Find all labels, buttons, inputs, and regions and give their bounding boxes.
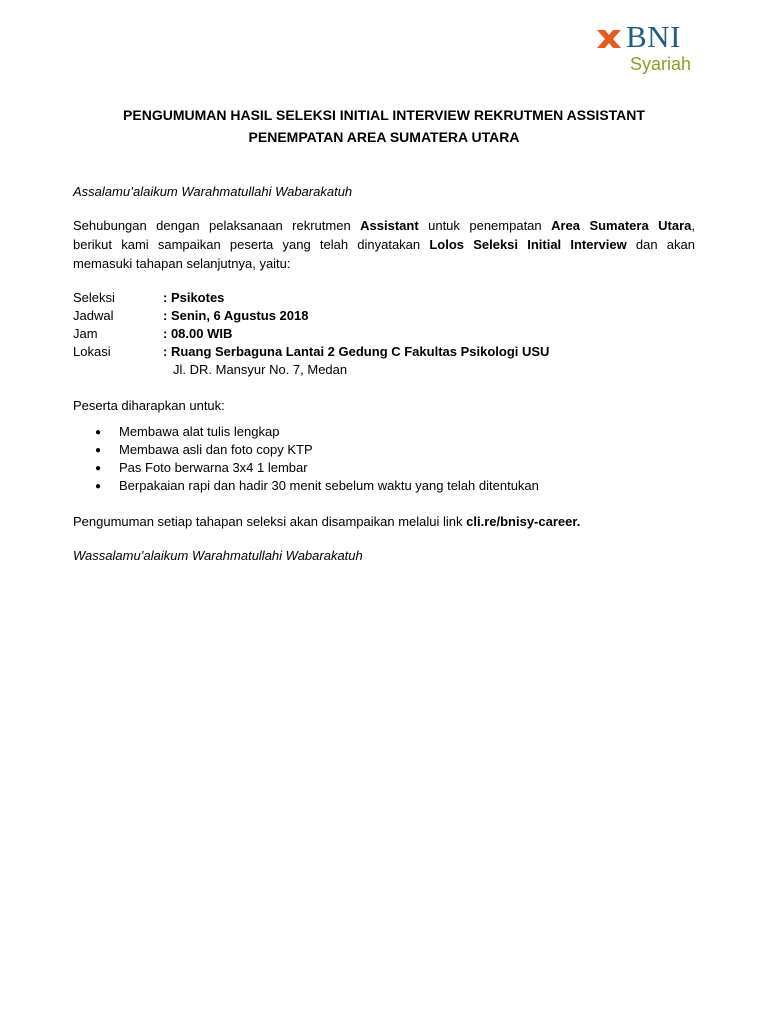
detail-value-jadwal: : Senin, 6 Agustus 2018 <box>163 308 309 323</box>
requirement-item: Membawa alat tulis lengkap <box>119 424 280 439</box>
greeting: Assalamu’alaikum Warahmatullahi Wabarakatuh <box>73 184 353 199</box>
detail-label-jam: Jam <box>73 326 98 341</box>
announcement-text: Pengumuman setiap tahapan seleksi akan disampaikan melalui link cli.re/bnisy-career. <box>73 514 581 529</box>
logo-sub-text: Syariah <box>630 54 692 74</box>
location-address: Jl. DR. Mansyur No. 7, Medan <box>173 362 348 377</box>
detail-label-lokasi: Lokasi <box>73 344 111 359</box>
intro-line-2: berikut kami sampaikan peserta yang telah dinyatakan Lolos Seleksi Initial Interview dan akan <box>73 237 695 252</box>
closing: Wassalamu’alaikum Warahmatullahi Wabarakatuh <box>73 548 363 563</box>
document-title-line-2: PENEMPATAN AREA SUMATERA UTARA <box>248 129 520 145</box>
requirement-item: Membawa asli dan foto copy KTP <box>119 442 313 457</box>
requirement-item: Berpakaian rapi dan hadir 30 menit sebelum waktu yang telah ditentukan <box>119 478 539 493</box>
intro-line-3: memasuki tahapan selanjutnya, yaitu: <box>73 256 291 271</box>
detail-value-seleksi: : Psikotes <box>163 290 225 305</box>
bni-syariah-logo <box>594 19 704 78</box>
bullet-icon: ● <box>95 445 102 456</box>
detail-value-jam: : 08.00 WIB <box>163 326 233 341</box>
document-title-line-1: PENGUMUMAN HASIL SELEKSI INITIAL INTERVIEW REKRUTMEN ASSISTANT <box>123 107 645 123</box>
detail-label-jadwal: Jadwal <box>73 308 114 323</box>
detail-label-seleksi: Seleksi <box>73 290 115 305</box>
bullet-icon: ● <box>95 463 102 474</box>
bullet-icon: ● <box>95 427 102 438</box>
requirement-item: Pas Foto berwarna 3x4 1 lembar <box>119 460 308 475</box>
bullet-icon: ● <box>95 481 102 492</box>
career-link[interactable]: cli.re/bnisy-career. <box>466 514 581 529</box>
logo-brand-text: BNI <box>626 19 681 54</box>
detail-value-lokasi: : Ruang Serbaguna Lantai 2 Gedung C Fakultas Psikologi USU <box>163 344 550 359</box>
intro-line-1: Sehubungan dengan pelaksanaan rekrutmen Assistant untuk penempatan Area Sumatera Utara, <box>73 218 695 233</box>
bni-logo-mark-icon <box>596 26 622 52</box>
requirements-intro: Peserta diharapkan untuk: <box>73 398 225 413</box>
